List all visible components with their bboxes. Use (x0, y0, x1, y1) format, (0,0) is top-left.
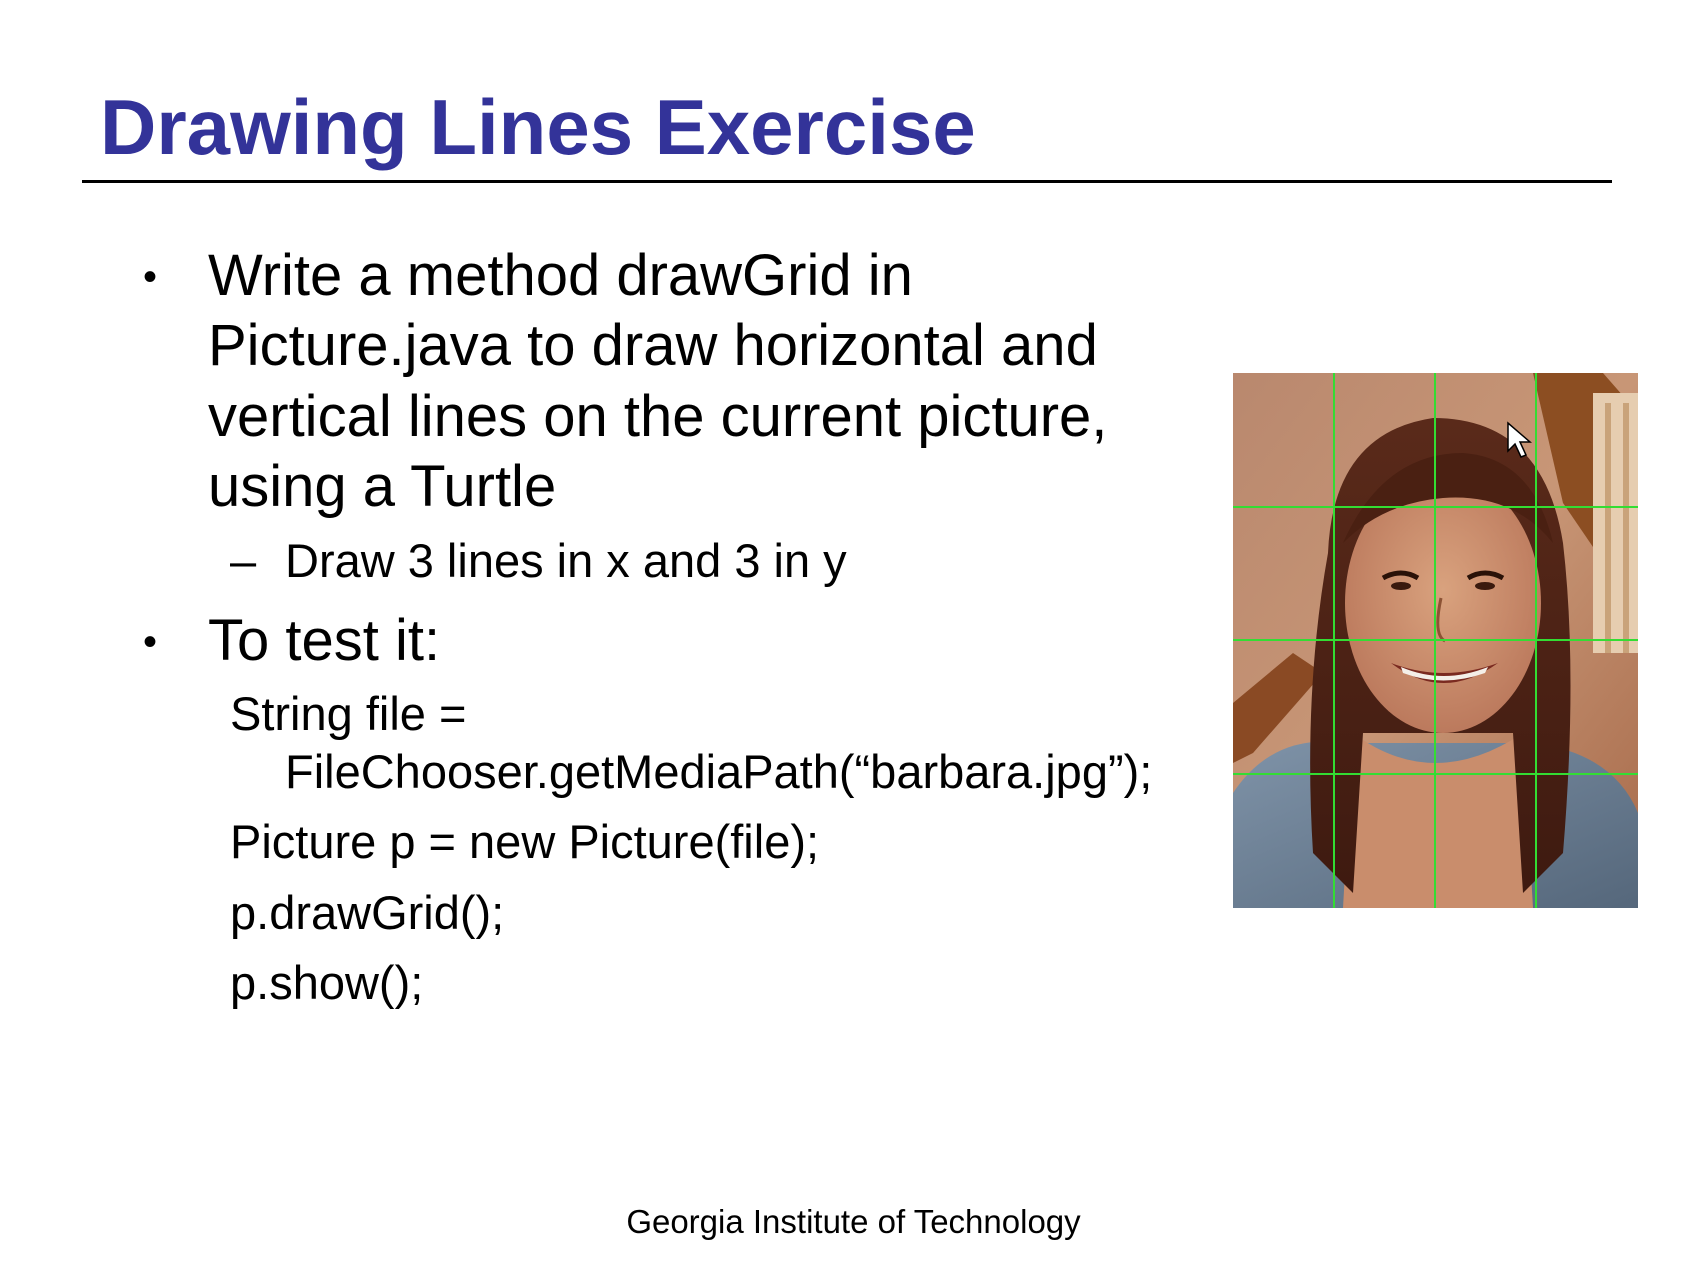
title-divider (82, 180, 1612, 183)
code-line-4: p.drawGrid(); (230, 886, 505, 939)
grid-photo (1233, 373, 1638, 908)
code-line-1: String file = (230, 687, 467, 740)
bullet-2-line-1: To test it: (208, 608, 441, 673)
bullet-marker: • (143, 620, 158, 664)
bullet-1-line-2: Picture.java to draw horizontal and (208, 313, 1098, 378)
bullet-marker: • (143, 255, 158, 299)
bullet-1-line-4: using a Turtle (208, 454, 557, 519)
code-line-5: p.show(); (230, 956, 424, 1009)
slide-title: Drawing Lines Exercise (100, 83, 976, 171)
sub-bullet-text: Draw 3 lines in x and 3 in y (285, 534, 847, 587)
bullet-1-line-3: vertical lines on the current picture, (208, 384, 1108, 449)
footer-text: Georgia Institute of Technology (626, 1203, 1081, 1240)
bullet-1-line-1: Write a method drawGrid in (208, 243, 913, 308)
code-line-2: FileChooser.getMediaPath(“barbara.jpg”); (285, 745, 1153, 798)
sub-bullet-marker: – (230, 534, 257, 587)
code-line-3: Picture p = new Picture(file); (230, 815, 820, 868)
photo-illustration (1233, 373, 1638, 908)
